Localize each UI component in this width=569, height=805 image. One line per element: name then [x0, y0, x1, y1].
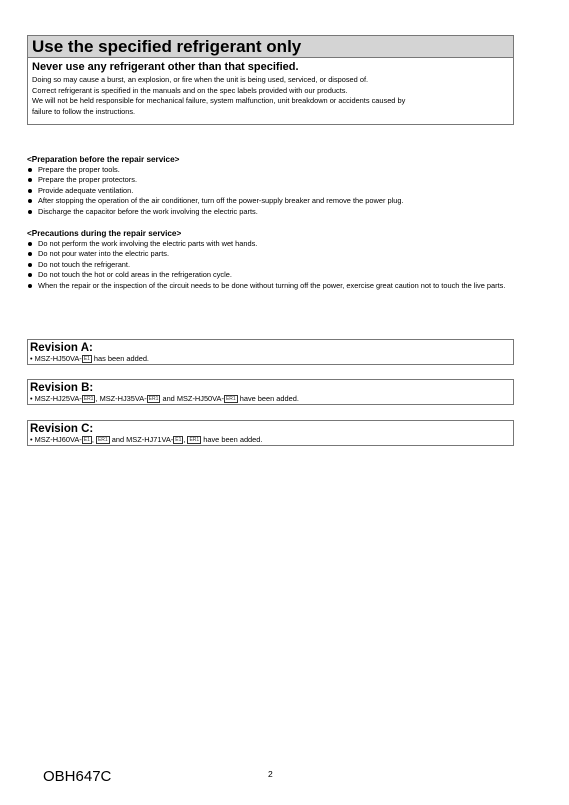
list-item: Do not perform the work involving the electric parts with wet hands.	[27, 239, 517, 249]
revision-c-text: • MSZ-HJ60VA- E1 , ER1 and MSZ-HJ71VA- E1 , ER1 have been added.	[30, 435, 263, 444]
revision-a-title: Revision A:	[30, 342, 93, 354]
list-item: Do not pour water into the electric parts.	[27, 249, 517, 259]
warning-subtitle: Never use any refrigerant other than that specified.	[32, 61, 299, 73]
list-item: Prepare the proper protectors.	[27, 175, 527, 185]
revision-a-box	[27, 339, 514, 365]
revision-b-box	[27, 379, 514, 405]
revision-b-text: • MSZ-HJ25VA- ER1 , MSZ-HJ35VA- ER1 and MSZ-HJ50VA- ER1 have been added.	[30, 394, 299, 403]
list-item: After stopping the operation of the air conditioner, turn off the power-supply breaker and remove the power plug.	[27, 196, 527, 206]
warning-line: We will not be held responsible for mechanical failure, system malfunction, unit breakdown or accidents caused by	[32, 96, 406, 105]
list-item: When the repair or the inspection of the circuit needs to be done without turning off the power, exercise great caution not to touch the live parts.	[27, 281, 517, 291]
warning-title: Use the specified refrigerant only	[28, 36, 513, 58]
model-tag: ER1	[225, 396, 236, 402]
list-item: Prepare the proper tools.	[27, 165, 527, 175]
model-tag: E1	[175, 437, 182, 443]
precautions-section	[27, 228, 517, 291]
refrigerant-warning-box	[27, 35, 514, 125]
revision-b-title: Revision B:	[30, 382, 94, 394]
preparation-section	[27, 154, 527, 217]
model-tag: ER1	[189, 437, 200, 443]
revision-c-title: Revision C:	[30, 423, 94, 435]
document-code: OBH647C	[43, 768, 112, 785]
precautions-list	[27, 239, 517, 291]
warning-line: Doing so may cause a burst, an explosion, or fire when the unit is being used, serviced, or disposed of.	[32, 75, 369, 84]
model-tag: ER1	[83, 396, 94, 402]
list-item: Discharge the capacitor before the work involving the electric parts.	[27, 207, 527, 217]
list-item: Do not touch the hot or cold areas in the refrigeration cycle.	[27, 270, 517, 280]
list-item: Do not touch the refrigerant.	[27, 260, 517, 270]
model-tag: E1	[83, 356, 90, 362]
model-tag: ER1	[97, 437, 108, 443]
page-number: 2	[268, 769, 273, 779]
preparation-list	[27, 165, 527, 217]
warning-line: failure to follow the instructions.	[32, 106, 136, 116]
warning-body	[32, 75, 513, 117]
list-item: Provide adequate ventilation.	[27, 186, 527, 196]
warning-line: Correct refrigerant is specified in the manuals and on the spec labels provided with our products.	[32, 85, 348, 95]
preparation-heading: <Preparation before the repair service>	[27, 155, 180, 164]
precautions-heading: <Precautions during the repair service>	[27, 229, 182, 238]
revision-a-text: • MSZ-HJ50VA- E1 has been added.	[30, 354, 149, 363]
model-tag: ER1	[148, 396, 159, 402]
revision-c-box	[27, 420, 514, 446]
model-tag: E1	[83, 437, 90, 443]
